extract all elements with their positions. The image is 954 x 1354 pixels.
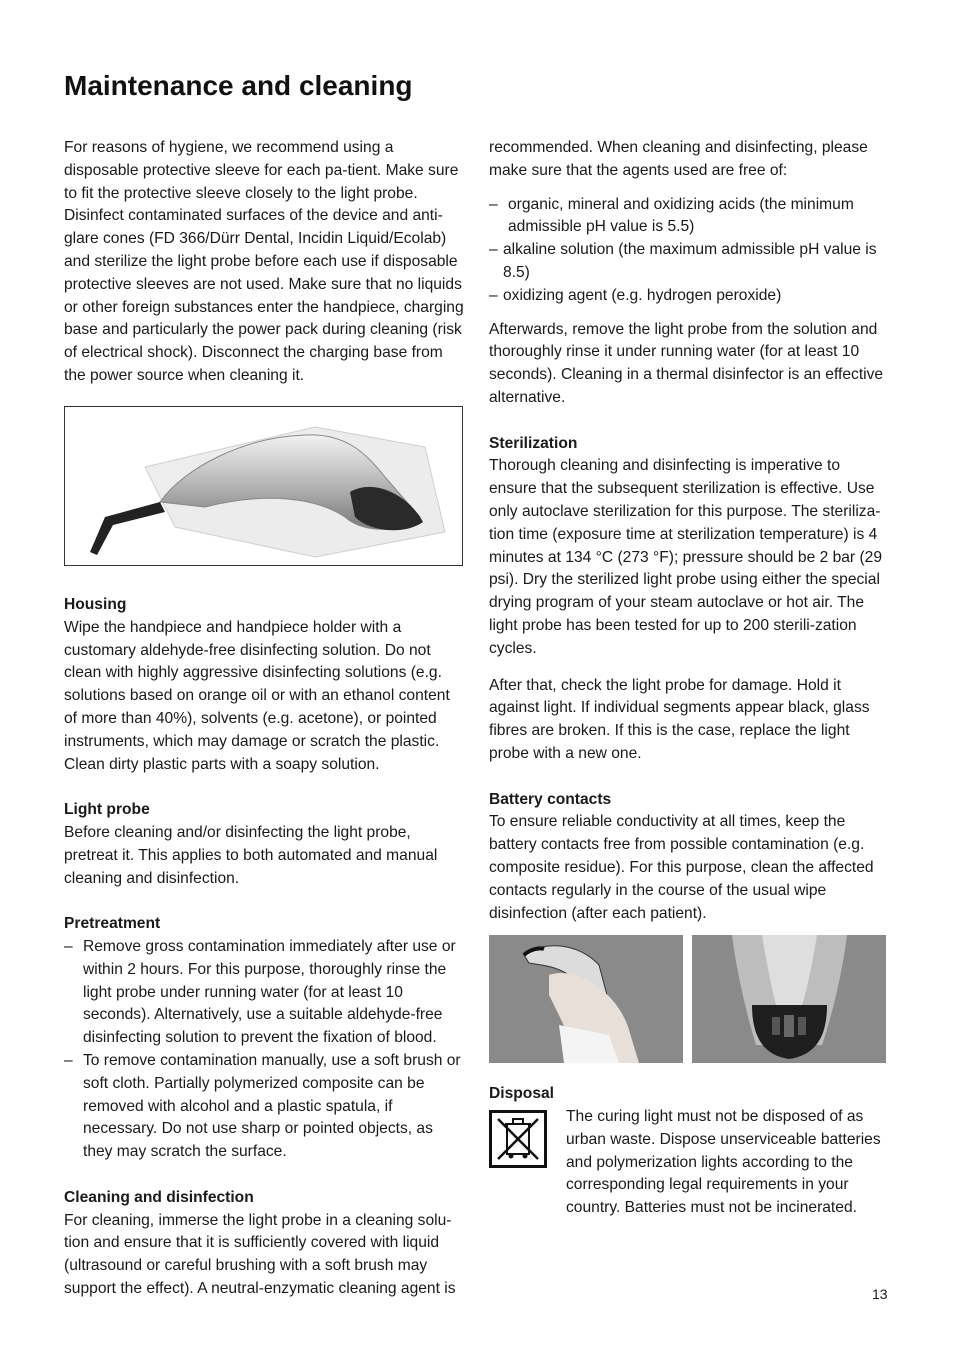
sterilization-text: Thorough cleaning and disinfecting is imperative to ensure that the subsequent sterilization is effective. Use only autoclave sterilization for this purpose. The steriliza-tion time (exposure time at sterilization temperature) is 4 minutes at 134 °C (273 °F); pressure should be 2 bar (29 psi). Dry the sterilized light probe using either the special drying program of your steam autoclave or hot air. The light probe has been tested for up to 200 sterili-zation cycles.	[489, 457, 882, 657]
page-number: 13	[872, 1286, 888, 1302]
left-column-top	[64, 137, 464, 388]
battery-contacts-closeup-icon	[692, 935, 886, 1063]
agent-item: – oxidizing agent (e.g. hydrogen peroxide)	[489, 286, 782, 304]
agents-intro: recommended. When cleaning and disinfecting, please make sure that the agents used are free of:	[489, 139, 868, 179]
right-column	[489, 137, 889, 925]
battery-heading: Battery contacts	[489, 790, 612, 808]
light-probe-heading: Light probe	[64, 801, 150, 819]
intro-paragraph: For reasons of hygiene, we recommend using a disposable protective sleeve for each pa-tient. Make sure to fit the protective sleeve closely to the light probe. Disinfect contaminated surfaces of the device and anti-glare cones (FD 366/Dürr Dental, Incidin Liquid/Ecolab) and sterilize the light probe before each use if disposable protective sleeves are not used. Make sure that no liquids or other foreign substances enter the handpiece, charging base and particularly the power pack during cleaning (risk of electrical shock). Disconnect the charging base from the power source when cleaning it.	[64, 139, 464, 384]
crossed-out-bin-icon	[489, 1110, 547, 1168]
pretreatment-item: – To remove contamination manually, use a soft brush or soft cloth. Partially polymerized composite can be removed with alcohol and a plastic spatula, if necessary. Do not use sharp or pointed objects, as they may scratch the surface.	[64, 1051, 461, 1161]
battery-text: To ensure reliable conductivity at all times, keep the battery contacts free from possible contamination (e.g. composite residue). For this purpose, clean the affected contacts regularly in the course of the usual wipe disinfection (after each patient).	[489, 813, 874, 922]
curing-light-in-sleeve-icon	[65, 407, 463, 566]
light-probe-text: Before cleaning and/or disinfecting the light probe, pretreat it. This applies to both automated and manual cleaning and disinfection.	[64, 823, 438, 887]
check-text: After that, check the light probe for damage. Hold it against light. If individual segments appear black, glass fibres are broken. If this is the case, replace the light probe with a new one.	[489, 676, 870, 762]
contacts-photo	[692, 935, 886, 1063]
rinse-text: Afterwards, remove the light probe from the solution and thoroughly rinse it under running water (for at least 10 seconds). Cleaning in a thermal disinfector is an effective alternative.	[489, 320, 884, 406]
sterilization-heading: Sterilization	[489, 434, 578, 452]
hand-wiping-device-icon	[489, 935, 683, 1063]
housing-text: Wipe the handpiece and handpiece holder with a customary aldehyde-free disinfecting solution. Do not clean with highly aggressive disinfecting solutions (e.g. solutions based on orange oil or with an ethanol content of more than 40%), solvents (e.g. acetone), or pointed instruments, which may damage or scratch the plastic. Clean dirty plastic parts with a soapy solution.	[64, 618, 450, 773]
cleaning-text: For cleaning, immerse the light probe in a cleaning solu-tion and ensure that it is sufficiently covered with liquid (ultrasound or careful brushing with a soft brush may support the effect). A neutral-enzymatic cleaning agent is	[64, 1211, 456, 1297]
agent-item: – alkaline solution (the maximum admissible pH value is 8.5)	[489, 241, 877, 281]
page-title: Maintenance and cleaning	[64, 70, 413, 101]
disposal-text: The curing light must not be disposed of as urban waste. Dispose unserviceable batteries and polymerization lights according to the corresponding legal requirements in your country. Batteries must not be incinerated.	[566, 1108, 881, 1217]
left-column-bottom	[64, 594, 464, 1301]
disposal-heading: Disposal	[489, 1085, 554, 1102]
pretreatment-item: – Remove gross contamination immediately after use or within 2 hours. For this purpose, thoroughly rinse the light probe under running water (for at least 10 seconds). Alternatively, use a suitable aldehyde-free disinfecting solution to prevent the fixation of blood.	[64, 937, 456, 1047]
cleaning-heading: Cleaning and disinfection	[64, 1188, 254, 1206]
pretreatment-heading: Pretreatment	[64, 915, 161, 933]
wipe-photo	[489, 935, 683, 1063]
agent-item: – organic, mineral and oxidizing acids (the minimum admissible pH value is 5.5)	[489, 195, 854, 236]
housing-heading: Housing	[64, 596, 127, 613]
curing-light-figure	[64, 406, 463, 566]
